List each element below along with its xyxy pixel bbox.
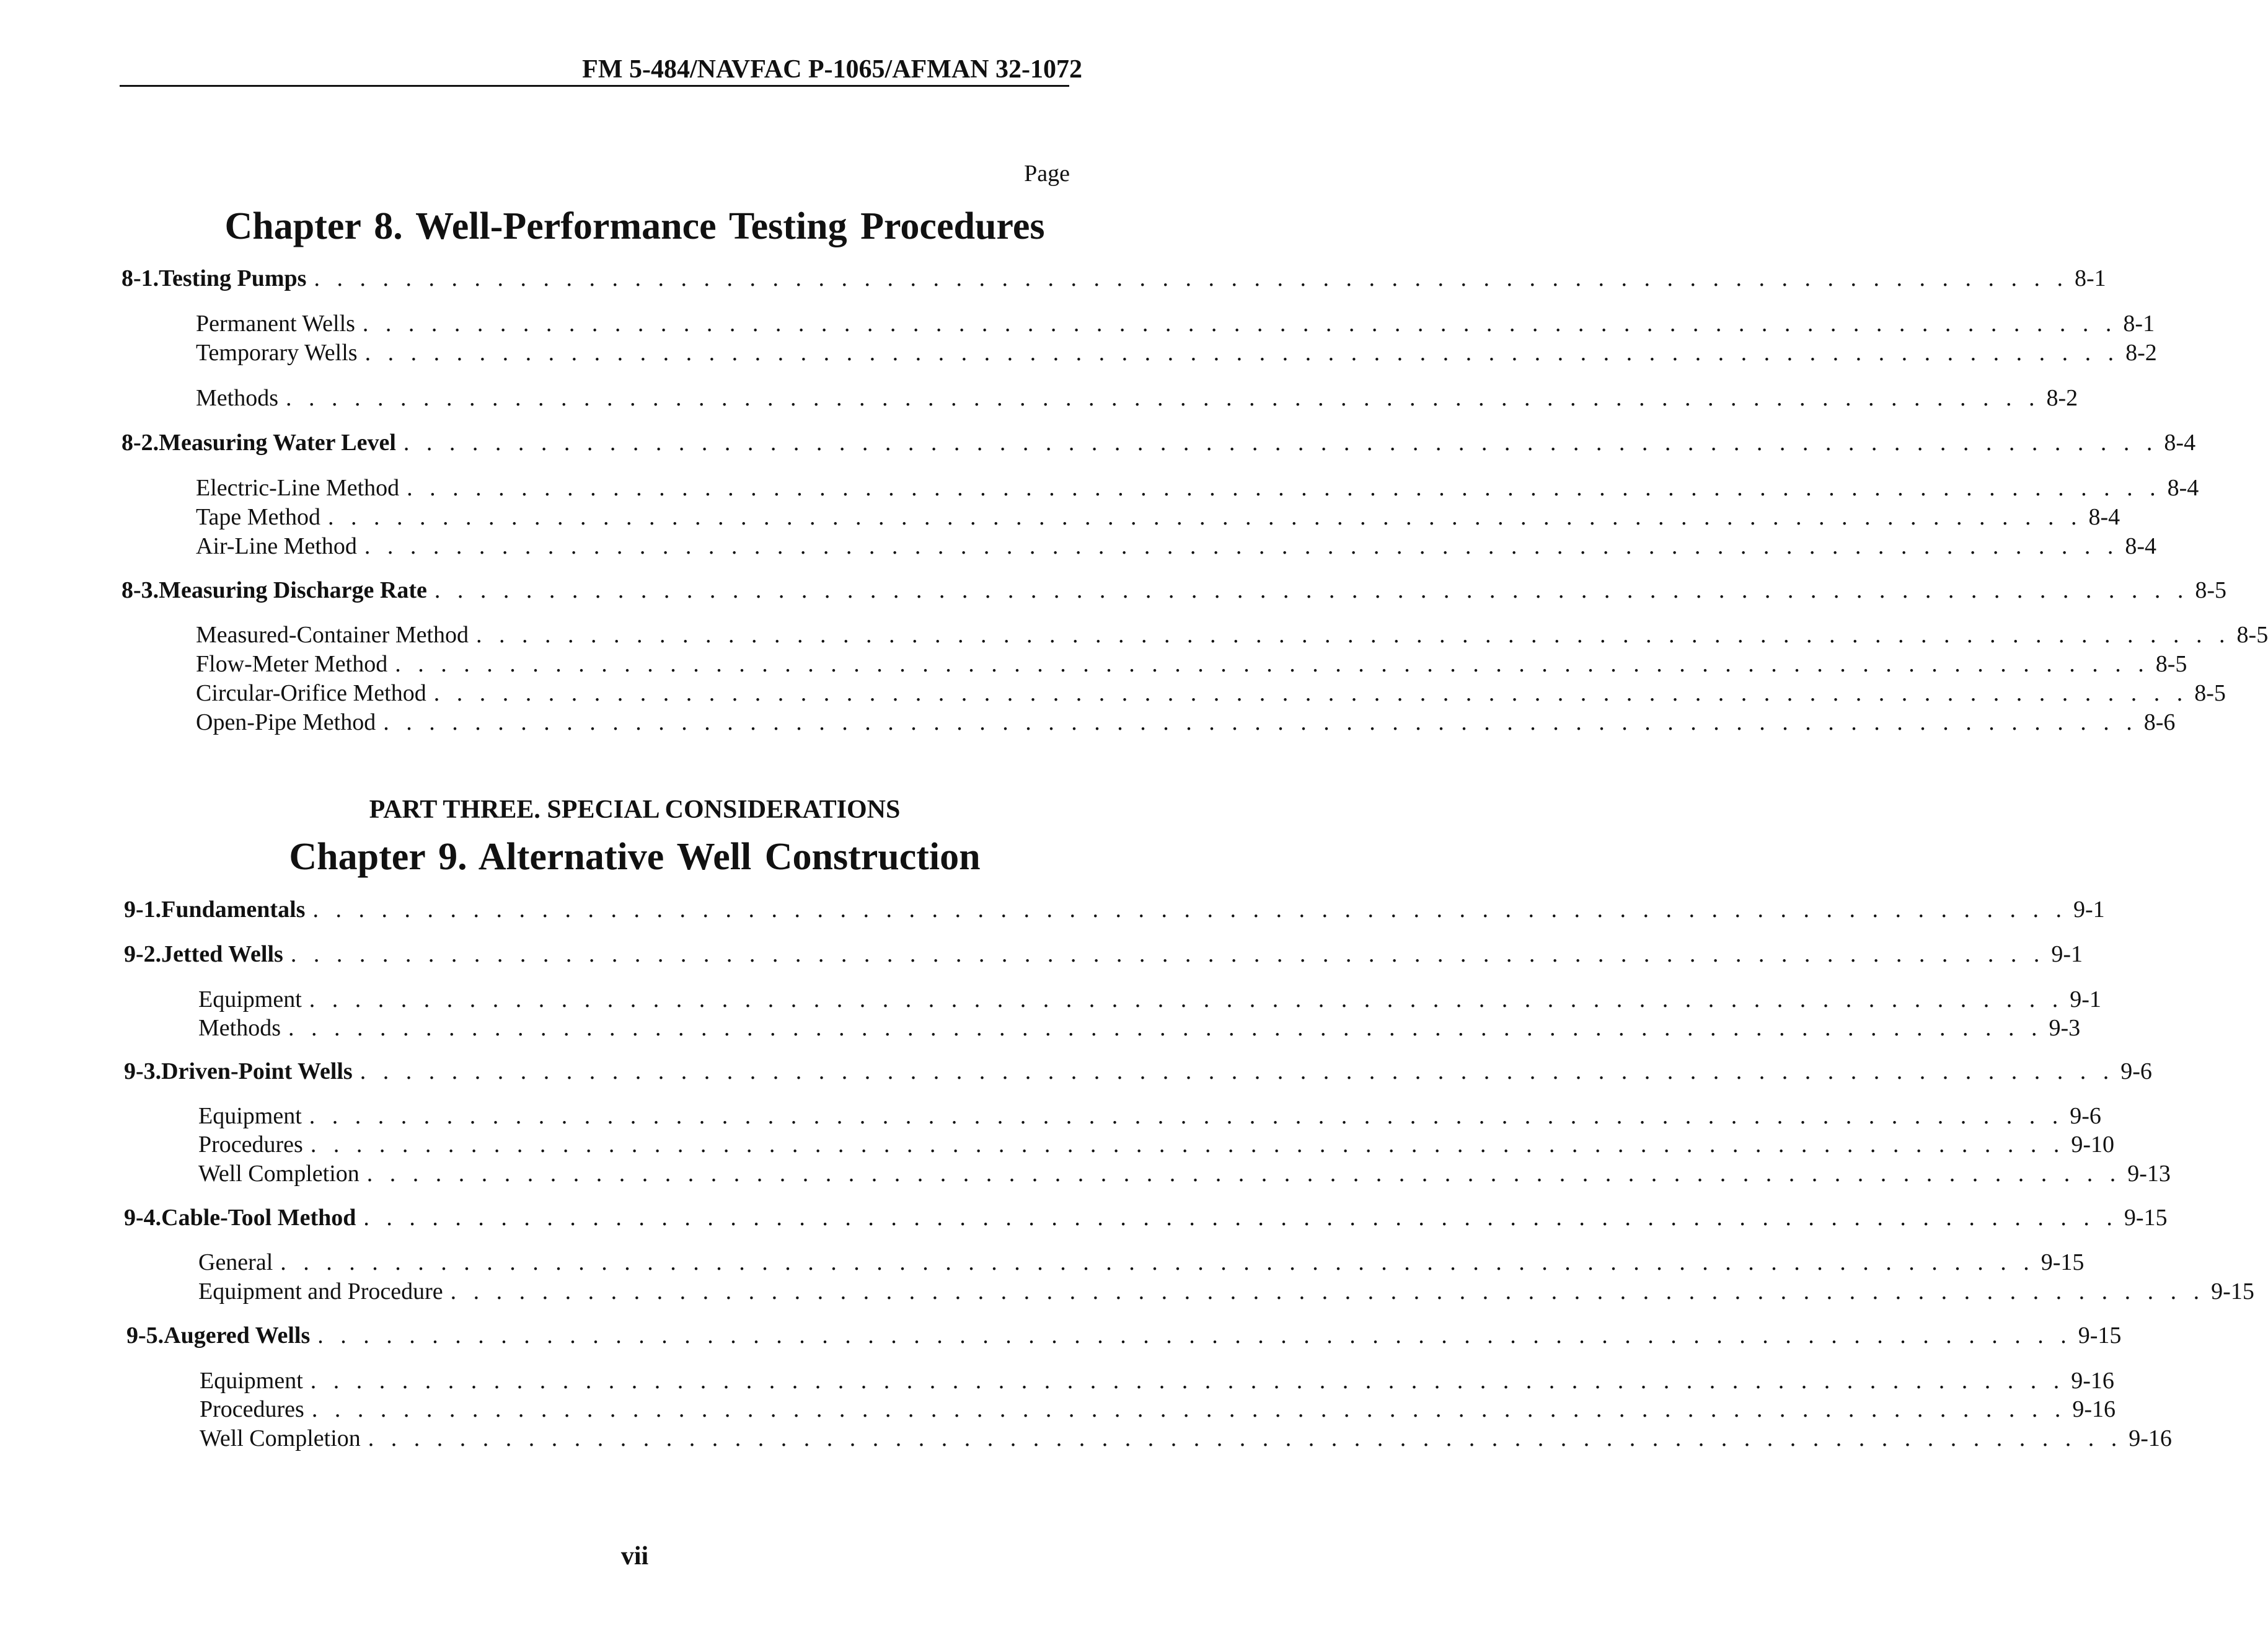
- dot-leader: . . . . . . . . . . . . . . . . . . . . . . . . . . . . . . . . . . . . . . . . . . . . . . . . . . . . . . . . . . . . . . . . . . . . . . . . . . . . .: [368, 1425, 2123, 1451]
- entry-page: 8-5: [2155, 651, 2187, 677]
- dot-leader: . . . . . . . . . . . . . . . . . . . . . . . . . . . . . . . . . . . . . . . . . . . . . . . . . . . . . . . . . . . . . . . . . . . . . . . . . . . . .: [476, 622, 2231, 648]
- dot-leader: . . . . . . . . . . . . . . . . . . . . . . . . . . . . . . . . . . . . . . . . . . . . . . . . . . . . . . . . . . . . . . . . . . . . . . . . . . . . .: [363, 1205, 2118, 1231]
- dot-leader: . . . . . . . . . . . . . . . . . . . . . . . . . . . . . . . . . . . . . . . . . . . . . . . . . . . . . . . . . . . . . . . . . . . . . . . . . . . . .: [310, 1132, 2065, 1158]
- entry-page: 9-15: [2041, 1249, 2085, 1275]
- entry-page: 9-16: [2072, 1396, 2116, 1422]
- toc-entry-cable-tool-general[interactable]: [198, 1247, 2085, 1277]
- toc-entry-open-pipe-method[interactable]: [196, 707, 2176, 737]
- toc-entry-tape-method[interactable]: [196, 502, 2120, 532]
- dot-leader: . . . . . . . . . . . . . . . . . . . . . . . . . . . . . . . . . . . . . . . . . . . . . . . . . . . . . . . . . . . . . . . . . . . . . . . . . . . . .: [311, 1396, 2067, 1422]
- entry-label: Fundamentals: [161, 897, 306, 923]
- toc-entry-methods[interactable]: [196, 383, 2078, 413]
- dot-leader: . . . . . . . . . . . . . . . . . . . . . . . . . . . . . . . . . . . . . . . . . . . . . . . . . . . . . . . . . . . . . . . . . . . . . . . . . . . . .: [360, 1058, 2115, 1084]
- entry-page: 9-1: [2051, 941, 2083, 967]
- entry-label: Measuring Discharge Rate: [159, 577, 427, 603]
- dot-leader: . . . . . . . . . . . . . . . . . . . . . . . . . . . . . . . . . . . . . . . . . . . . . . . . . . . . . . . . . . . . . . . . . . . . . . . . . . . . .: [288, 1015, 2043, 1041]
- dot-leader: . . . . . . . . . . . . . . . . . . . . . . . . . . . . . . . . . . . . . . . . . . . . . . . . . . . . . . . . . . . . . . . . . . . . . . . . . . . . .: [309, 1103, 2064, 1129]
- entry-label: Flow-Meter Method: [196, 651, 388, 677]
- toc-entry-permanent-wells[interactable]: [196, 309, 2155, 339]
- page-number-footer: vii: [620, 1542, 649, 1570]
- dot-leader: . . . . . . . . . . . . . . . . . . . . . . . . . . . . . . . . . . . . . . . . . . . . . . . . . . . . . . . . . . . . . . . . . . . . . . . . . . . . .: [286, 385, 2041, 411]
- dot-leader: . . . . . . . . . . . . . . . . . . . . . . . . . . . . . . . . . . . . . . . . . . . . . . . . . . . . . . . . . . . . . . . . . . . . . . . . . . . . .: [328, 504, 2083, 530]
- page-column-label: Page: [1024, 161, 1070, 187]
- entry-page: 9-15: [2124, 1205, 2168, 1231]
- part-three-heading: PART THREE. SPECIAL CONSIDERATIONS: [369, 795, 901, 824]
- entry-label: Equipment and Procedure: [198, 1278, 443, 1304]
- entry-page: 9-15: [2078, 1322, 2122, 1349]
- entry-label: Cable-Tool Method: [161, 1205, 356, 1231]
- dot-leader: . . . . . . . . . . . . . . . . . . . . . . . . . . . . . . . . . . . . . . . . . . . . . . . . . . . . . . . . . . . . . . . . . . . . . . . . . . . . .: [434, 577, 2189, 603]
- dot-leader: . . . . . . . . . . . . . . . . . . . . . . . . . . . . . . . . . . . . . . . . . . . . . . . . . . . . . . . . . . . . . . . . . . . . . . . . . . . . .: [312, 897, 2067, 923]
- entry-page: 9-6: [2070, 1103, 2101, 1129]
- entry-label: Testing Pumps: [159, 265, 307, 291]
- dot-leader: . . . . . . . . . . . . . . . . . . . . . . . . . . . . . . . . . . . . . . . . . . . . . . . . . . . . . . . . . . . . . . . . . . . . . . . . . . . . .: [309, 986, 2064, 1012]
- section-number: 9-4.: [124, 1205, 162, 1231]
- toc-entry-driven-well-completion[interactable]: [198, 1159, 2171, 1189]
- toc-entry-9-5[interactable]: [126, 1321, 2122, 1350]
- entry-label: Methods: [196, 385, 278, 411]
- dot-leader: . . . . . . . . . . . . . . . . . . . . . . . . . . . . . . . . . . . . . . . . . . . . . . . . . . . . . . . . . . . . . . . . . . . . . . . . . . . . .: [383, 709, 2138, 735]
- toc-entry-air-line-method[interactable]: [196, 531, 2157, 561]
- chapter-9-title: Chapter 9. Alternative Well Construction: [289, 836, 981, 878]
- toc-entry-9-2[interactable]: [124, 939, 2083, 969]
- entry-label: Procedures: [198, 1132, 303, 1158]
- entry-page: 8-4: [2167, 475, 2199, 501]
- entry-label: Air-Line Method: [196, 533, 357, 559]
- toc-entry-augered-well-completion[interactable]: [200, 1424, 2172, 1453]
- dot-leader: . . . . . . . . . . . . . . . . . . . . . . . . . . . . . . . . . . . . . . . . . . . . . . . . . . . . . . . . . . . . . . . . . . . . . . . . . . . . .: [364, 533, 2119, 559]
- entry-label: Open-Pipe Method: [196, 709, 376, 735]
- dot-leader: . . . . . . . . . . . . . . . . . . . . . . . . . . . . . . . . . . . . . . . . . . . . . . . . . . . . . . . . . . . . . . . . . . . . . . . . . . . . .: [366, 1161, 2122, 1187]
- entry-label: Methods: [198, 1015, 281, 1041]
- entry-label: Procedures: [200, 1396, 304, 1422]
- section-number: 8-3.: [121, 577, 159, 603]
- entry-page: 8-5: [2236, 622, 2268, 648]
- toc-entry-8-2[interactable]: [121, 428, 2196, 458]
- dot-leader: . . . . . . . . . . . . . . . . . . . . . . . . . . . . . . . . . . . . . . . . . . . . . . . . . . . . . . . . . . . . . . . . . . . . . . . . . . . . .: [314, 265, 2068, 291]
- entry-label: Electric-Line Method: [196, 475, 400, 501]
- entry-label: Equipment: [198, 986, 302, 1012]
- toc-entry-measured-container-method[interactable]: [196, 620, 2268, 650]
- entry-page: 9-1: [2070, 986, 2101, 1012]
- entry-page: 8-1: [2123, 311, 2155, 337]
- section-number: 9-2.: [124, 941, 162, 967]
- entry-label: Jetted Wells: [161, 941, 283, 967]
- entry-page: 9-16: [2071, 1368, 2114, 1394]
- dot-leader: . . . . . . . . . . . . . . . . . . . . . . . . . . . . . . . . . . . . . . . . . . . . . . . . . . . . . . . . . . . . . . . . . . . . . . . . . . . . .: [310, 1368, 2065, 1394]
- entry-label: Augered Wells: [164, 1322, 311, 1349]
- toc-entry-circular-orifice-method[interactable]: [196, 678, 2226, 708]
- entry-page: 8-6: [2143, 709, 2176, 735]
- toc-entry-8-1[interactable]: [121, 264, 2106, 293]
- entry-page: 8-1: [2074, 265, 2106, 291]
- entry-page: 9-6: [2120, 1058, 2152, 1084]
- entry-page: 9-3: [2049, 1015, 2081, 1041]
- section-number: 9-1.: [124, 897, 162, 923]
- dot-leader: . . . . . . . . . . . . . . . . . . . . . . . . . . . . . . . . . . . . . . . . . . . . . . . . . . . . . . . . . . . . . . . . . . . . . . . . . . . . .: [433, 680, 2189, 706]
- entry-page: 8-2: [2046, 385, 2078, 411]
- toc-entry-augered-equipment[interactable]: [200, 1366, 2114, 1396]
- entry-page: 9-13: [2127, 1161, 2171, 1187]
- entry-label: Well Completion: [198, 1161, 360, 1187]
- toc-entry-cable-tool-equipment-procedure[interactable]: [198, 1277, 2254, 1306]
- toc-entry-driven-equipment[interactable]: [198, 1101, 2101, 1131]
- entry-label: Equipment: [198, 1103, 302, 1129]
- entry-page: 8-2: [2125, 340, 2157, 366]
- entry-page: 9-1: [2073, 897, 2105, 923]
- entry-label: General: [198, 1249, 273, 1275]
- dot-leader: . . . . . . . . . . . . . . . . . . . . . . . . . . . . . . . . . . . . . . . . . . . . . . . . . . . . . . . . . . . . . . . . . . . . . . . . . . . . .: [407, 475, 2161, 501]
- dot-leader: . . . . . . . . . . . . . . . . . . . . . . . . . . . . . . . . . . . . . . . . . . . . . . . . . . . . . . . . . . . . . . . . . . . . . . . . . . . . .: [362, 311, 2117, 337]
- toc-entry-9-4[interactable]: [124, 1203, 2168, 1233]
- entry-page: 9-15: [2211, 1278, 2254, 1304]
- dot-leader: . . . . . . . . . . . . . . . . . . . . . . . . . . . . . . . . . . . . . . . . . . . . . . . . . . . . . . . . . . . . . . . . . . . . . . . . . . . . .: [403, 430, 2158, 456]
- header-rule: [120, 85, 1069, 87]
- dot-leader: . . . . . . . . . . . . . . . . . . . . . . . . . . . . . . . . . . . . . . . . . . . . . . . . . . . . . . . . . . . . . . . . . . . . . . . . . . . . .: [280, 1249, 2035, 1275]
- toc-entry-9-1[interactable]: [124, 895, 2105, 924]
- entry-page: 8-5: [2194, 680, 2226, 706]
- entry-page: 9-16: [2129, 1425, 2172, 1451]
- entry-page: 8-5: [2195, 577, 2227, 603]
- toc-entry-temporary-wells[interactable]: [196, 338, 2157, 368]
- toc-entry-jetted-methods[interactable]: [198, 1013, 2081, 1043]
- toc-entry-augered-procedures[interactable]: [200, 1394, 2116, 1424]
- entry-label: Equipment: [200, 1368, 303, 1394]
- dot-leader: . . . . . . . . . . . . . . . . . . . . . . . . . . . . . . . . . . . . . . . . . . . . . . . . . . . . . . . . . . . . . . . . . . . . . . . . . . . . .: [290, 941, 2045, 967]
- section-number: 9-3.: [124, 1058, 162, 1084]
- entry-page: 8-4: [2088, 504, 2120, 530]
- chapter-8-title: Chapter 8. Well-Performance Testing Procedures: [224, 205, 1045, 247]
- entry-page: 8-4: [2125, 533, 2157, 559]
- entry-page: 9-10: [2071, 1132, 2114, 1158]
- section-number: 8-2.: [121, 430, 159, 456]
- toc-entry-electric-line-method[interactable]: [196, 473, 2199, 503]
- dot-leader: . . . . . . . . . . . . . . . . . . . . . . . . . . . . . . . . . . . . . . . . . . . . . . . . . . . . . . . . . . . . . . . . . . . . . . . . . . . . .: [395, 651, 2150, 677]
- entry-label: Tape Method: [196, 504, 321, 530]
- dot-leader: . . . . . . . . . . . . . . . . . . . . . . . . . . . . . . . . . . . . . . . . . . . . . . . . . . . . . . . . . . . . . . . . . . . . . . . . . . . . .: [450, 1278, 2205, 1304]
- toc-entry-9-3[interactable]: [124, 1056, 2152, 1086]
- toc-entry-driven-procedures[interactable]: [198, 1130, 2114, 1159]
- dot-leader: . . . . . . . . . . . . . . . . . . . . . . . . . . . . . . . . . . . . . . . . . . . . . . . . . . . . . . . . . . . . . . . . . . . . . . . . . . . . .: [364, 340, 2120, 366]
- entry-label: Measuring Water Level: [159, 430, 396, 456]
- entry-page: 8-4: [2164, 430, 2196, 456]
- toc-entry-flow-meter-method[interactable]: [196, 649, 2187, 679]
- entry-label: Circular-Orifice Method: [196, 680, 426, 706]
- entry-label: Permanent Wells: [196, 311, 355, 337]
- entry-label: Well Completion: [200, 1425, 361, 1451]
- header-document-id: FM 5-484/NAVFAC P-1065/AFMAN 32-1072: [582, 55, 1082, 84]
- entry-label: Driven-Point Wells: [161, 1058, 353, 1084]
- section-number: 8-1.: [121, 265, 159, 291]
- entry-label: Temporary Wells: [196, 340, 358, 366]
- dot-leader: . . . . . . . . . . . . . . . . . . . . . . . . . . . . . . . . . . . . . . . . . . . . . . . . . . . . . . . . . . . . . . . . . . . . . . . . . . . . .: [317, 1322, 2072, 1349]
- toc-entry-8-3[interactable]: [121, 575, 2227, 605]
- section-number: 9-5.: [126, 1322, 164, 1349]
- toc-entry-jetted-equipment[interactable]: [198, 985, 2101, 1014]
- entry-label: Measured-Container Method: [196, 622, 469, 648]
